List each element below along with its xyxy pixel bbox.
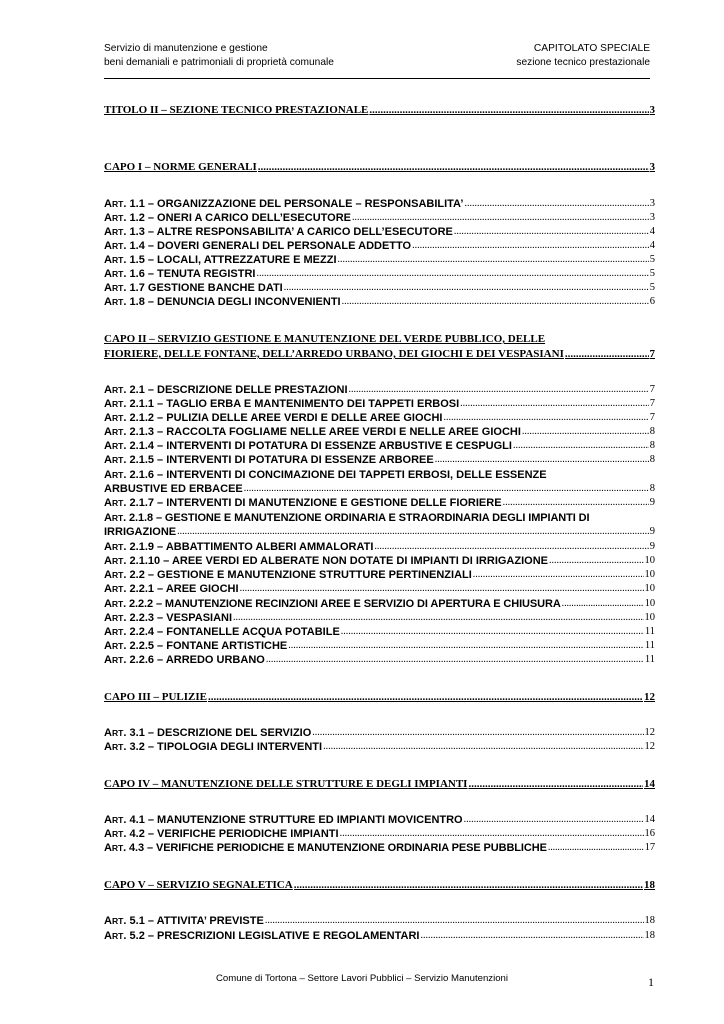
article-prefix: ART [104, 212, 124, 224]
toc-entry-capo-1[interactable] [104, 160, 655, 174]
toc-entry-title: . 2.1.4 – INTERVENTI DI POTATURA DI ESSENZE ARBUSTIVE E CESPUGLI [123, 440, 512, 452]
toc-page-number: 16 [644, 828, 655, 839]
toc-entry-title: CAPO III – PULIZIE [104, 691, 207, 703]
toc-page-number: 18 [644, 879, 655, 891]
article-prefix: ART [104, 612, 124, 624]
article-prefix: ART [104, 512, 124, 524]
leader-dots [473, 568, 644, 582]
article-prefix: ART [104, 555, 124, 567]
toc-page-number: 5 [649, 282, 655, 293]
leader-dots [562, 597, 644, 611]
leader-dots [341, 625, 644, 639]
toc-entry-title: . 2.2.4 – FONTANELLE ACQUA POTABILE [123, 626, 340, 638]
toc-entry-article[interactable] [104, 253, 655, 267]
toc-entry-title: FIORIERE, DELLE FONTANE, DELL’ARREDO URBANO, DEI GIOCHI E DEI VESPASIANI [104, 348, 564, 360]
toc-entry-title: . 2.2.3 – VESPASIANI [123, 612, 233, 624]
toc-entry-title: CAPO IV – MANUTENZIONE DELLE STRUTTURE E DEGLI IMPIANTI [104, 778, 468, 790]
article-prefix: ART [104, 384, 124, 396]
article-prefix: ART [104, 541, 124, 553]
toc-entry-title: . 2.1.3 – RACCOLTA FOGLIAME NELLE AREE VERDI E NELLE AREE GIOCHI [123, 426, 521, 438]
leader-dots [369, 103, 648, 117]
toc-entry-article[interactable] [104, 425, 655, 439]
header-left-line2: beni demaniali e patrimoniali di proprietà comunale [104, 57, 334, 68]
toc-page-number: 7 [649, 412, 655, 423]
toc-entry-article[interactable] [104, 554, 655, 568]
toc-entry-title: CAPO I – NORME GENERALI [104, 161, 257, 173]
leader-dots [294, 878, 643, 892]
toc-entry-titolo-2[interactable] [104, 103, 655, 117]
toc-entry-article[interactable] [104, 827, 655, 841]
toc-page-number: 11 [644, 640, 655, 651]
article-prefix: ART [104, 930, 124, 942]
toc-page-number: 10 [644, 583, 655, 594]
toc-page-number: 14 [644, 814, 655, 825]
toc-entry-title: . 2.1.7 – INTERVENTI DI MANUTENZIONE E GESTIONE DELLE FIORIERE [123, 497, 502, 509]
toc-entry-title: . 1.4 – DOVERI GENERALI DEL PERSONALE ADDETTO [123, 240, 412, 252]
toc-entry-title: . 2.2.6 – ARREDO URBANO [123, 654, 265, 666]
toc-entry-capo-2-line1[interactable]: CAPO II – SERVIZIO GESTIONE E MANUTENZIONE DEL VERDE PUBBLICO, DELLE [104, 333, 546, 345]
article-prefix: ART [104, 727, 124, 739]
toc-entry-article[interactable] [104, 295, 655, 309]
leader-dots [464, 197, 648, 211]
toc-page-number: 9 [649, 526, 655, 537]
toc-entry-article[interactable] [104, 625, 655, 639]
article-prefix: ART [104, 469, 124, 481]
toc-entry-capo-2[interactable] [104, 347, 655, 361]
toc-page-number: 8 [649, 440, 655, 451]
toc-entry-capo-3[interactable] [104, 690, 655, 704]
leader-dots [435, 453, 649, 467]
article-prefix: ART [104, 569, 124, 581]
leader-dots [548, 841, 644, 855]
header-right-line2: sezione tecnico prestazionale [516, 57, 650, 68]
toc-entry-article[interactable] [104, 914, 655, 928]
toc-entry-title: . 2.2.5 – FONTANE ARTISTICHE [123, 640, 288, 652]
toc-entry-article[interactable] [104, 225, 655, 239]
header-left [104, 42, 334, 70]
toc-page-number: 10 [644, 555, 655, 566]
leader-dots [312, 726, 643, 740]
toc-entry-title: . 2.1.6 – INTERVENTI DI CONCIMAZIONE DEI TAPPETI ERBOSI, DELLE ESSENZE [123, 469, 547, 481]
toc-entry-article[interactable] [104, 383, 655, 397]
toc-page-number: 12 [644, 741, 655, 752]
toc-entry-article[interactable] [104, 813, 655, 827]
leader-dots [352, 211, 649, 225]
toc-entry-article-line1[interactable] [104, 511, 655, 525]
page-number: 1 [648, 975, 654, 989]
toc-entry-title: . 2.1.8 – GESTIONE E MANUTENZIONE ORDINARIA E STRAORDINARIA DEGLI IMPIANTI DI [123, 512, 590, 524]
leader-dots [549, 554, 644, 568]
toc-page-number: 8 [649, 483, 655, 494]
toc-page-number: 8 [649, 454, 655, 465]
toc-entry-article[interactable] [104, 929, 655, 943]
toc-entry-title: . 4.2 – VERIFICHE PERIODICHE IMPIANTI [123, 828, 339, 840]
toc-page-number: 17 [644, 842, 655, 853]
leader-dots [443, 411, 648, 425]
toc-entry-article[interactable] [104, 439, 655, 453]
toc-page-number: 12 [644, 727, 655, 738]
leader-dots [240, 582, 644, 596]
toc-entry-article[interactable] [104, 197, 655, 211]
toc-entry-article[interactable] [104, 841, 655, 855]
leader-dots [412, 239, 649, 253]
toc-entry-title: . 4.3 – VERIFICHE PERIODICHE E MANUTENZIONE ORDINARIA PESE PUBBLICHE [123, 842, 547, 854]
toc-entry-article[interactable] [104, 726, 655, 740]
leader-dots [340, 827, 644, 841]
toc-entry-title: IRRIGAZIONE [104, 526, 177, 538]
article-prefix: ART [104, 814, 124, 826]
toc-entry-article[interactable] [104, 639, 655, 653]
toc-entry-article[interactable] [104, 740, 655, 754]
leader-dots [266, 653, 644, 667]
article-prefix: ART [104, 640, 124, 652]
leader-dots [342, 295, 649, 309]
toc-entry-title: . 1.5 – LOCALI, ATTREZZATURE E MEZZI [123, 254, 337, 266]
toc-entry-article[interactable] [104, 525, 655, 539]
toc-entry-article[interactable] [104, 568, 655, 582]
leader-dots [522, 425, 649, 439]
article-prefix: ART [104, 741, 124, 753]
leader-dots [374, 540, 648, 554]
toc-entry-title: . 1.2 – ONERI A CARICO DELL’ESECUTORE [123, 212, 352, 224]
toc-page-number: 4 [649, 240, 655, 251]
header-right-line1: CAPITOLATO SPECIALE [533, 43, 650, 54]
toc-page-number: 7 [649, 398, 655, 409]
leader-dots [265, 914, 644, 928]
toc-entry-article-line1[interactable] [104, 468, 655, 482]
toc-page-number: 8 [649, 426, 655, 437]
toc-page-number: 7 [649, 348, 655, 360]
article-prefix: ART [104, 842, 124, 854]
article-prefix: ART [104, 915, 124, 927]
article-prefix: ART [104, 226, 124, 238]
toc-entry-article[interactable] [104, 397, 655, 411]
article-prefix: ART [104, 282, 124, 294]
article-prefix: ART [104, 240, 124, 252]
article-prefix: ART [104, 198, 124, 210]
header-divider [104, 78, 650, 79]
toc-entry-capo-5[interactable] [104, 878, 655, 892]
toc-page-number: 3 [649, 212, 655, 223]
toc-entry-title: . 1.7 GESTIONE BANCHE DATI [123, 282, 283, 294]
toc-page-number: 5 [649, 254, 655, 265]
toc-page-number: 10 [644, 612, 655, 623]
leader-dots [284, 281, 649, 295]
toc-page-number: 7 [649, 384, 655, 395]
toc-page-number: 6 [649, 296, 655, 307]
article-prefix: ART [104, 440, 124, 452]
leader-dots [460, 397, 649, 411]
article-prefix: ART [104, 454, 124, 466]
article-prefix: ART [104, 398, 124, 410]
article-prefix: ART [104, 497, 124, 509]
article-prefix: ART [104, 296, 124, 308]
toc-page-number: 3 [649, 161, 655, 173]
toc-entry-article[interactable] [104, 597, 655, 611]
leader-dots [565, 347, 649, 361]
leader-dots [349, 383, 649, 397]
toc-page-number: 10 [644, 569, 655, 580]
toc-entry-title: . 1.6 – TENUTA REGISTRI [123, 268, 256, 280]
toc-page-number: 18 [644, 930, 655, 941]
header-left-line1: Servizio di manutenzione e gestione [104, 43, 268, 54]
toc-page-number: 9 [649, 497, 655, 508]
leader-dots [464, 813, 644, 827]
leader-dots [258, 160, 649, 174]
toc-page-number: 5 [649, 268, 655, 279]
toc-entry-title: . 2.2 – GESTIONE E MANUTENZIONE STRUTTURE PERTINENZIALI [123, 569, 472, 581]
leader-dots [468, 777, 643, 791]
article-prefix: ART [104, 254, 124, 266]
toc-entry-title: TITOLO II – SEZIONE TECNICO PRESTAZIONALE [104, 104, 369, 116]
toc-entry-title: . 3.1 – DESCRIZIONE DEL SERVIZIO [123, 727, 312, 739]
toc-entry-title: . 2.2.1 – AREE GIOCHI [123, 583, 239, 595]
toc-entry-article[interactable] [104, 453, 655, 467]
toc-entry-article[interactable] [104, 211, 655, 225]
toc-page-number: 3 [649, 198, 655, 209]
article-prefix: ART [104, 626, 124, 638]
article-prefix: ART [104, 828, 124, 840]
leader-dots [503, 496, 649, 510]
toc-entry-title: . 2.1.9 – ABBATTIMENTO ALBERI AMMALORATI [123, 541, 374, 553]
leader-dots [177, 525, 649, 539]
toc-page-number: 11 [644, 654, 655, 665]
leader-dots [208, 690, 643, 704]
toc-entry-article[interactable] [104, 482, 655, 496]
toc-page-number: 4 [649, 226, 655, 237]
toc-entry-article[interactable] [104, 653, 655, 667]
leader-dots [454, 225, 649, 239]
leader-dots [256, 267, 648, 281]
toc-entry-article[interactable] [104, 611, 655, 625]
toc-page-number: 12 [644, 691, 655, 703]
toc-entry-title: . 2.1.5 – INTERVENTI DI POTATURA DI ESSENZE ARBOREE [123, 454, 434, 466]
toc-entry-title: ARBUSTIVE ED ERBACEE [104, 483, 243, 495]
leader-dots [288, 639, 644, 653]
leader-dots [513, 439, 649, 453]
article-prefix: ART [104, 412, 124, 424]
toc-page-number: 14 [644, 778, 655, 790]
article-prefix: ART [104, 598, 124, 610]
article-prefix: ART [104, 654, 124, 666]
toc-entry-article[interactable] [104, 411, 655, 425]
toc-entry-title: . 4.1 – MANUTENZIONE STRUTTURE ED IMPIANTI MOVICENTRO [123, 814, 463, 826]
article-prefix: ART [104, 268, 124, 280]
toc-entry-title: . 1.3 – ALTRE RESPONSABILITA’ A CARICO DELL’ESECUTORE [123, 226, 453, 238]
toc-page-number: 18 [644, 915, 655, 926]
leader-dots [323, 740, 643, 754]
toc-entry-article[interactable] [104, 281, 655, 295]
toc-entry-title: CAPO V – SERVIZIO SEGNALETICA [104, 879, 293, 891]
leader-dots [338, 253, 649, 267]
leader-dots [244, 482, 649, 496]
leader-dots [233, 611, 643, 625]
toc-page-number: 3 [649, 104, 655, 116]
article-prefix: ART [104, 583, 124, 595]
toc-entry-article[interactable] [104, 496, 655, 510]
leader-dots [420, 929, 643, 943]
toc-entry-article[interactable] [104, 267, 655, 281]
toc-entry-title: . 5.1 – ATTIVITA’ PREVISTE [123, 915, 264, 927]
toc-entry-title: . 2.1.10 – AREE VERDI ED ALBERATE NON DOTATE DI IMPIANTI DI IRRIGAZIONE [123, 555, 548, 567]
toc-page-number: 11 [644, 626, 655, 637]
article-prefix: ART [104, 426, 124, 438]
header-right [516, 42, 650, 70]
page-footer: Comune di Tortona – Settore Lavori Pubblici – Servizio Manutenzioni [215, 973, 509, 984]
toc-entry-title: . 3.2 – TIPOLOGIA DEGLI INTERVENTI [123, 741, 323, 753]
toc-entry-capo-4[interactable] [104, 777, 655, 791]
toc-entry-title: . 2.1.2 – PULIZIA DELLE AREE VERDI E DELLE AREE GIOCHI [123, 412, 443, 424]
toc-entry-title: . 2.1 – DESCRIZIONE DELLE PRESTAZIONI [123, 384, 348, 396]
toc-page-number: 9 [649, 541, 655, 552]
toc-entry-article[interactable] [104, 239, 655, 253]
toc-page-number: 10 [644, 598, 655, 609]
toc-entry-title: . 5.2 – PRESCRIZIONI LEGISLATIVE E REGOLAMENTARI [123, 930, 420, 942]
toc-entry-title: . 2.1.1 – TAGLIO ERBA E MANTENIMENTO DEI TAPPETI ERBOSI [123, 398, 460, 410]
toc-entry-title: . 1.8 – DENUNCIA DEGLI INCONVENIENTI [123, 296, 341, 308]
toc-entry-article[interactable] [104, 540, 655, 554]
toc-entry-title: . 2.2.2 – MANUTENZIONE RECINZIONI AREE E SERVIZIO DI APERTURA E CHIUSURA [123, 598, 561, 610]
toc-entry-article[interactable] [104, 582, 655, 596]
toc-entry-title: . 1.1 – ORGANIZZAZIONE DEL PERSONALE – RESPONSABILITA’ [123, 198, 464, 210]
